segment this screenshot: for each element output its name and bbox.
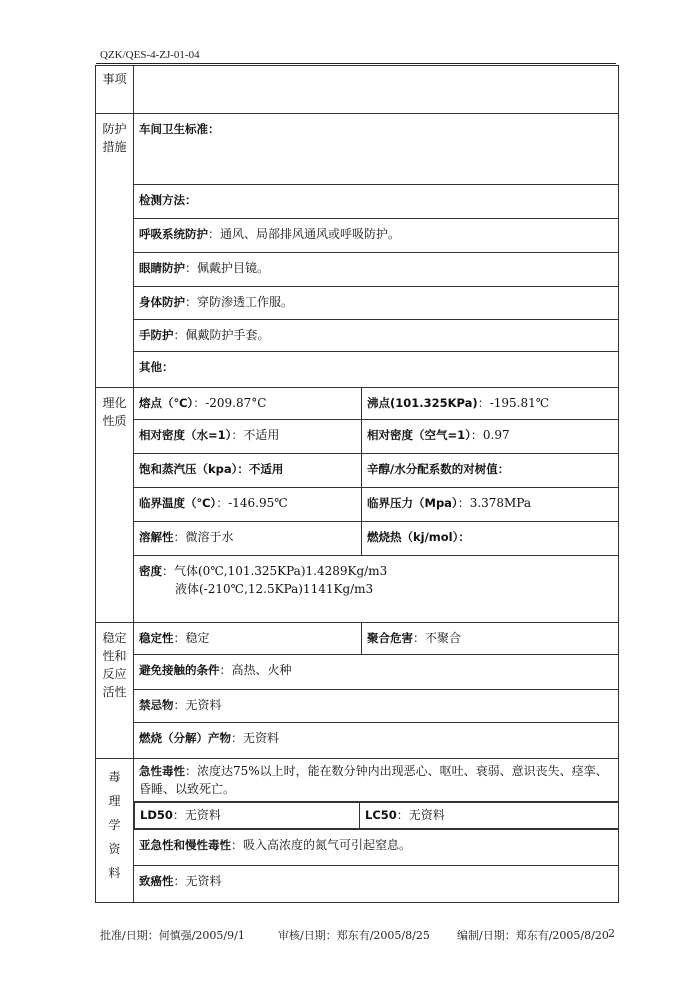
eye-cell: [134, 253, 619, 287]
notes-content: [134, 66, 619, 114]
eye-row: [96, 253, 619, 287]
solubility-value: ：微溶于水: [173, 530, 234, 544]
body-cell: [134, 287, 619, 320]
forbidden-cell: [134, 690, 619, 723]
body-label: 身体防护: [139, 295, 185, 309]
notes-category: [96, 66, 134, 114]
respiratory-cell: [134, 219, 619, 253]
workshop-standard-label: 车间卫生标准：: [139, 122, 220, 136]
combustion-heat-label: 燃烧热（kj/mol）：: [367, 530, 470, 544]
carcinogen-value: ：无资料: [173, 874, 222, 888]
acute-toxicity-label: 急性毒性: [139, 764, 185, 778]
physchem-label-2: 性质: [102, 414, 127, 428]
toxicology-category: [96, 759, 134, 903]
document-code: QZK/QES-4-ZJ-01-04: [100, 49, 200, 61]
workshop-standard-cell: [134, 114, 619, 185]
detection-cell: [134, 185, 619, 219]
ld50-label: LD50: [140, 808, 173, 822]
subacute-cell: [134, 830, 619, 866]
stability-cell: [134, 623, 362, 655]
physchem-category: [96, 388, 134, 623]
page-number: 2: [608, 927, 615, 940]
subacute-label: 亚急性和慢性毒性: [139, 838, 231, 852]
body-row: [96, 287, 619, 320]
stability-row: [96, 623, 619, 655]
relative-density-row: [96, 420, 619, 454]
eye-label: 眼睛防护: [139, 261, 185, 275]
avoid-row: [96, 655, 619, 690]
lc50-value: ：无资料: [396, 808, 445, 822]
density-label: 密度: [139, 564, 162, 578]
notes-row: [96, 66, 619, 114]
acute-toxicity-value: ：浓度达75%以上时，能在数分钟内出现恶心、呕吐、衰弱、意识丧失、痉挛、昏睡、以致死亡。: [139, 764, 608, 796]
notes-label: 事项: [102, 72, 127, 86]
density-water-label: 相对密度（水=1）: [139, 428, 232, 442]
critical-row: [96, 488, 619, 522]
body-value: ：穿防渗透工作服。: [185, 295, 294, 309]
solubility-label: 溶解性: [139, 530, 174, 544]
vapor-octanol-row: [96, 454, 619, 488]
density-liquid-value: 液体(-210℃,12.5KPa)1141Kg/m3: [175, 582, 374, 596]
respiratory-row: [96, 219, 619, 253]
melting-point-value: ：-209.87°C: [193, 396, 267, 410]
density-air-value: ：0.97: [470, 428, 510, 442]
subacute-row: [96, 830, 619, 866]
subacute-value: ：吸入高浓度的氮气可引起窒息。: [231, 838, 412, 852]
stability-category: [96, 623, 134, 759]
density-cell: [134, 556, 619, 623]
ld50-lc50-wrapper: [134, 802, 619, 830]
eye-value: ：佩戴护目镜。: [185, 261, 270, 275]
critical-pressure-cell: [362, 488, 619, 522]
toxicology-char-2: 理: [108, 794, 121, 808]
critical-temp-cell: [134, 488, 362, 522]
other-label: 其他：: [139, 360, 174, 374]
density-water-cell: [134, 420, 362, 454]
stability-value: ：稳定: [173, 631, 210, 645]
critical-temp-value: ：-146.95℃: [216, 496, 288, 510]
ld50-cell: [135, 803, 360, 829]
footer-reviewed: 审核/日期：郑东有/2005/8/25: [278, 929, 430, 942]
footer-prepared: 编制/日期：郑东有/2005/8/20: [457, 929, 609, 942]
protection-label-2: 措施: [102, 140, 127, 154]
boiling-point-cell: [362, 388, 619, 420]
boiling-point-value: ：-195.81℃: [477, 396, 550, 410]
solubility-row: [96, 522, 619, 556]
toxicology-char-1: 毒: [108, 770, 121, 784]
other-cell: [134, 352, 619, 388]
lc50-cell: [360, 803, 619, 829]
protection-category: [96, 114, 134, 388]
vapor-pressure-label: 饱和蒸汽压（kpa）：不适用: [139, 462, 284, 476]
boiling-point-label: 沸点(101.325KPa): [367, 396, 478, 410]
critical-pressure-label: 临界压力（Mpa）: [367, 496, 458, 510]
respiratory-label: 呼吸系统防护: [139, 227, 208, 241]
avoid-cell: [134, 655, 619, 690]
acute-toxicity-cell: [134, 759, 619, 802]
critical-pressure-value: ：3.378MPa: [457, 496, 532, 510]
solubility-cell: [134, 522, 362, 556]
toxicology-char-3: 学: [108, 818, 121, 832]
vapor-pressure-cell: [134, 454, 362, 488]
detection-row: [96, 185, 619, 219]
octanol-label: 辛醇/水分配系数的对树值：: [367, 462, 510, 476]
combustion-heat-cell: [362, 522, 619, 556]
hand-row: [96, 320, 619, 352]
polymerization-cell: [362, 623, 619, 655]
melting-point-label: 熔点（℃）: [139, 396, 194, 410]
carcinogen-label: 致癌性: [139, 874, 174, 888]
stability-label-4: 活性: [102, 685, 127, 699]
density-air-cell: [362, 420, 619, 454]
forbidden-value: ：无资料: [173, 698, 222, 712]
hand-value: ：佩戴防护手套。: [173, 328, 270, 342]
polymerization-label: 聚合危害: [367, 631, 413, 645]
other-row: [96, 352, 619, 388]
stability-label: 稳定性: [139, 631, 174, 645]
density-water-value: ：不适用: [231, 428, 280, 442]
toxicology-char-5: 料: [108, 866, 121, 880]
toxicology-char-4: 资: [108, 842, 121, 856]
combustion-products-cell: [134, 723, 619, 759]
msds-table: [95, 65, 619, 903]
carcinogen-cell: [134, 866, 619, 903]
combustion-products-value: ：无资料: [231, 731, 280, 745]
workshop-row: [96, 114, 619, 185]
avoid-label: 避免接触的条件: [139, 663, 220, 677]
density-air-label: 相对密度（空气=1）: [367, 428, 471, 442]
footer-approved: 批准/日期：何慎强/2005/9/1: [100, 929, 245, 942]
ld50-lc50-subtable: [134, 802, 619, 829]
ld50-value: ：无资料: [172, 808, 221, 822]
avoid-value: ：高热、火种: [219, 663, 292, 677]
physchem-label-1: 理化: [102, 396, 127, 410]
stability-label-3: 反应: [102, 667, 127, 681]
critical-temp-label: 临界温度（℃）: [139, 496, 217, 510]
combustion-products-label: 燃烧（分解）产物: [139, 731, 231, 745]
melting-point-cell: [134, 388, 362, 420]
header-rule: [96, 63, 616, 64]
hand-cell: [134, 320, 619, 352]
acute-toxicity-row: [96, 759, 619, 802]
stability-label-2: 性和: [102, 649, 127, 663]
lc50-label: LC50: [365, 808, 397, 822]
protection-label-1: 防护: [102, 122, 127, 136]
combustion-products-row: [96, 723, 619, 759]
stability-label-1: 稳定: [102, 631, 127, 645]
hand-label: 手防护: [139, 328, 174, 342]
octanol-cell: [362, 454, 619, 488]
carcinogen-row: [96, 866, 619, 903]
melting-boiling-row: [96, 388, 619, 420]
density-gas-value: ：气体(0℃,101.325KPa)1.4289Kg/m3: [162, 564, 388, 578]
ld50-lc50-row: [96, 802, 619, 830]
density-row: [96, 556, 619, 623]
polymerization-value: ：不聚合: [413, 631, 462, 645]
forbidden-row: [96, 690, 619, 723]
detection-label: 检测方法：: [139, 193, 197, 207]
forbidden-label: 禁忌物: [139, 698, 174, 712]
respiratory-value: ：通风、局部排风通风或呼吸防护。: [208, 227, 401, 241]
